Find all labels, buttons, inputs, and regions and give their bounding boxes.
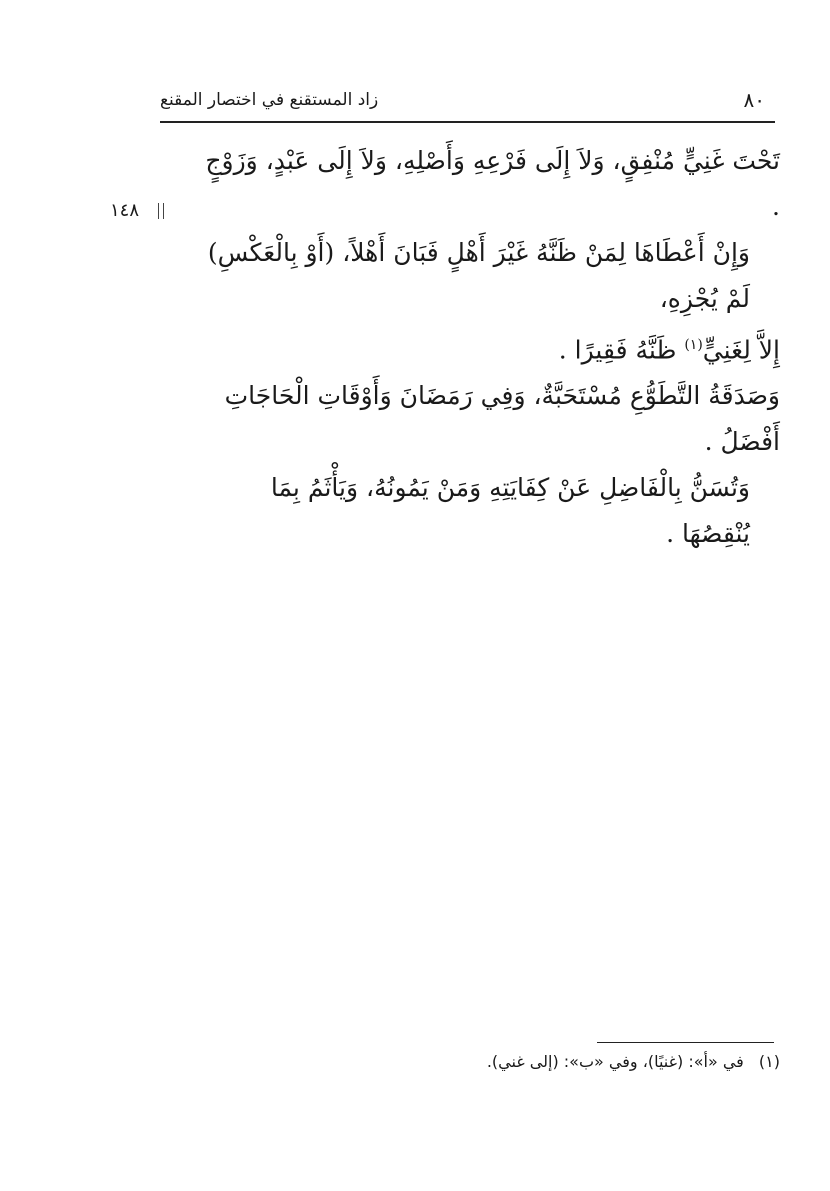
running-head	[160, 88, 775, 118]
body-line-3a: إِلاَّ لِغَنِيٍّ	[702, 335, 780, 365]
body-line-2: وَإِنْ أَعْطَاهَا لِمَنْ ظَنَّهُ غَيْرَ أَهْلٍ فَبَانَ أَهْلاً، (أَوْ بِالْعَكْسِ) لَمْ يُجْزِهِ،	[207, 238, 750, 313]
running-title: زاد المستقنع في اختصار المقنع	[160, 90, 379, 110]
margin-number: ١٤٨	[110, 200, 140, 221]
footnote-rule	[597, 1042, 774, 1043]
footnote-text: في «أ»: (غنيًا)، وفي «ب»: (إلى غني).	[486, 1052, 744, 1071]
body-line-5: وَتُسَنُّ بِالْفَاضِلِ عَنْ كِفَايَتِهِ وَمَنْ يَمُونُهُ، وَيَأْثَمُ بِمَا يُنْقِصُهَا .	[270, 473, 750, 549]
footnote	[430, 1052, 780, 1071]
page-number: ٨٠	[743, 88, 765, 112]
footnote-number: (١)	[758, 1052, 780, 1071]
body-line-1: تَحْتَ غَنِيٍّ مُنْفِقٍ، وَلاَ إِلَى فَرْعِهِ وَأَصْلِهِ، وَلاَ إِلَى عَبْدٍ، وَزَوْجٍ .	[205, 146, 780, 221]
footnote-marker[interactable]: (١)	[684, 337, 703, 353]
body-line-3	[205, 322, 780, 373]
body-text	[205, 138, 780, 557]
body-line-4: وَصَدَقَةُ التَّطَوُّعِ مُسْتَحَبَّةٌ، وَفِي رَمَضَانَ وَأَوْقَاتِ الْحَاجَاتِ أَفْضَلُ .	[224, 381, 780, 457]
margin-mark	[158, 203, 164, 219]
body-line-3b: ظَنَّهُ فَقِيرًا .	[558, 335, 677, 365]
header-rule	[160, 121, 775, 123]
